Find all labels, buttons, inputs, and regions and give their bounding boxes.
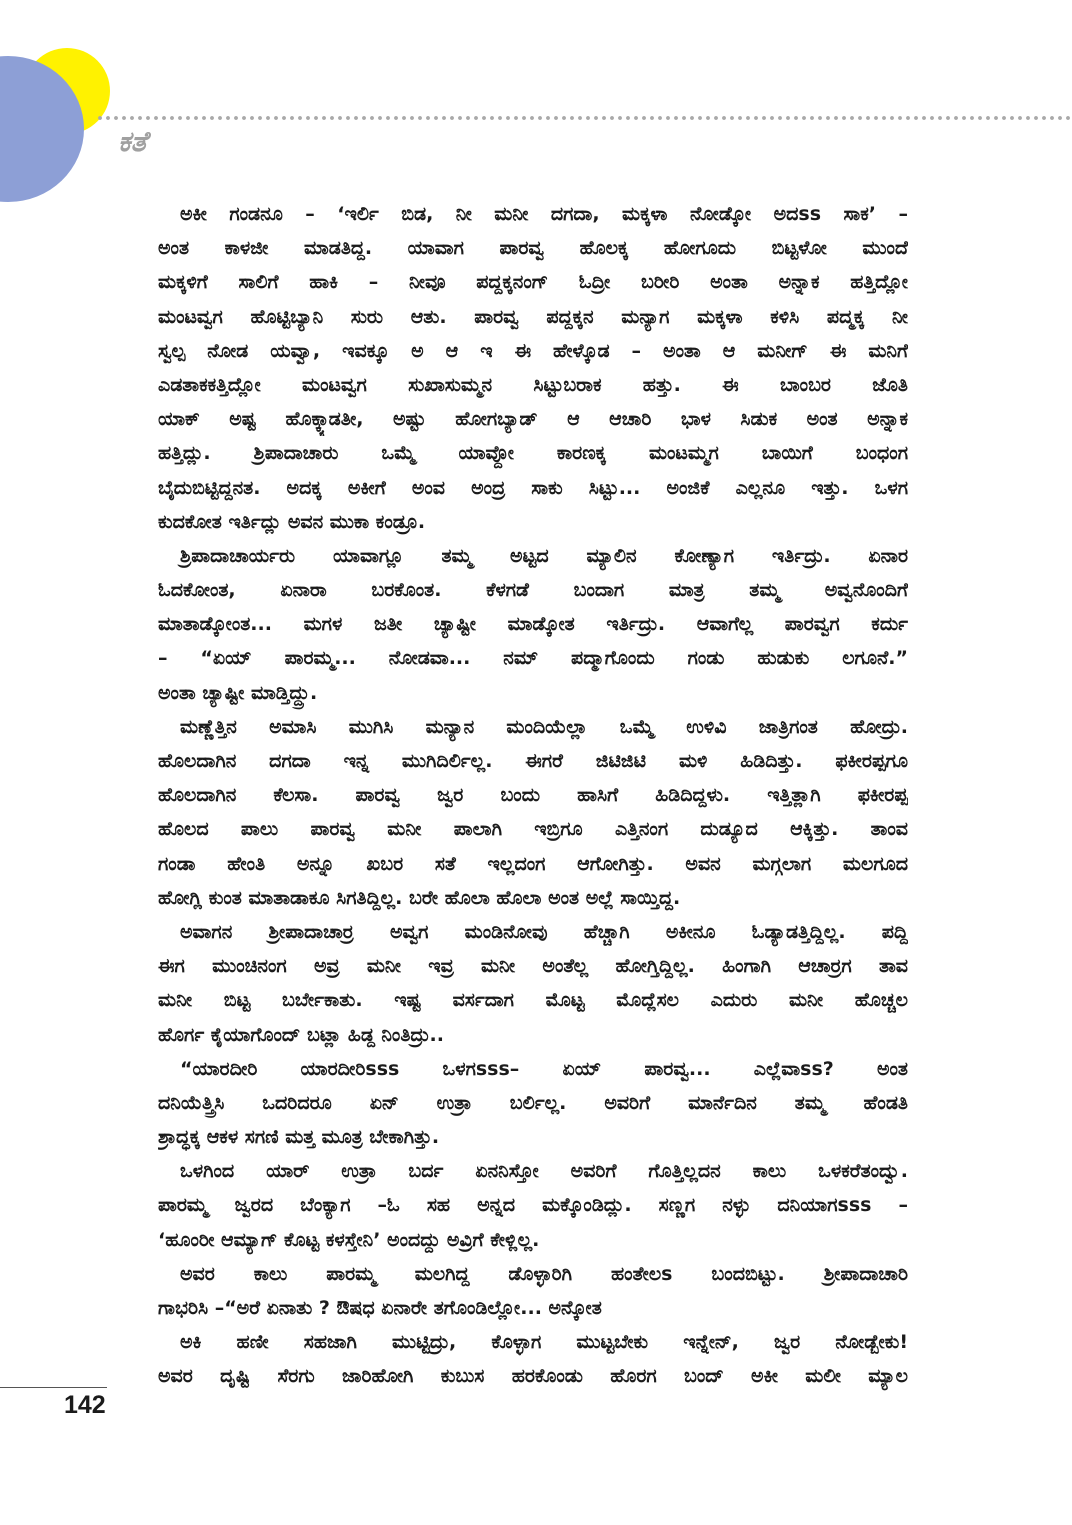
page-number: 142 (64, 1391, 106, 1419)
paragraph (158, 1257, 908, 1325)
paragraph (158, 1154, 908, 1257)
text-line: ಪಾರಮ್ಮ ಜ್ವರದ ಬೆಂಕ್ಯಾಗ –ಓ ಸಹ ಅನ್ನದ ಮಕ್ಕೊಂಡಿದ್ಲು. ಸಣ್ಣಗ ನಳ್ಳು ದನಿಯಾಗsss – (158, 1194, 908, 1217)
text-line: ಹೊರ್ಗ ಕೈಯಾಗೊಂದ್ ಬಟ್ಲಾ ಹಿಡ್ದ ನಿಂತಿದ್ರು.. (158, 1023, 444, 1046)
text-line: ಹೊಲದಾಗಿನ ಕೆಲಸಾ. ಪಾರವ್ವ ಜ್ವರ ಬಂದು ಹಾಸಿಗೆ ಹಿಡಿದಿದ್ದಳು. ಇತ್ತಿತ್ಲಾಗಿ ಫಕೀರಪ್ಪ (158, 784, 908, 807)
text-line: ಅಕೀ ಗಂಡನೂ – ‘ಇರ್ಲಿ ಬಿಡ, ನೀ ಮನೀ ದಗದಾ, ಮಕ್ಕಳಾ ನೋಡ್ಕೋ ಅದss ಸಾಕ’ – (180, 203, 908, 225)
text-line: ಸ್ವಲ್ಪ ನೋಡ ಯವ್ವಾ, ಇವಕ್ಕೂ ಅ ಆ ಇ ಈ ಹೇಳ್ಕೊಡ – ಅಂತಾ ಆ ಮನೀಗ್ ಈ ಮನಿಗೆ (158, 339, 908, 362)
text-line: ಹೊಲದಾಗಿನ ದಗದಾ ಇನ್ನ ಮುಗಿದಿರ್ಲಿಲ್ಲ. ಈಗರೆ ಜಿಟಿಜಿಟಿ ಮಳಿ ಹಿಡಿದಿತ್ತು. ಫಕೀರಪ್ಪಗೂ (158, 750, 908, 772)
paragraph (158, 710, 908, 915)
paragraph (158, 915, 908, 1052)
text-line: ಹೊಲದ ಪಾಲು ಪಾರವ್ವ ಮನೀ ಪಾಲಾಗಿ ಇಬ್ರಿಗೂ ಎತ್ತಿನಂಗ ದುಡ್ಯೂದ ಆಕ್ಕಿತ್ತು. ತಾಂವ (158, 818, 908, 841)
text-line: ಅಕಿ ಹಣೀ ಸಹಜಾಗಿ ಮುಟ್ಟಿದ್ರು, ಕೊಳ್ಳಾಗ ಮುಟ್ಟಬೇಕು ಇನ್ನೇನ್, ಜ್ವರ ನೋಡ್ಬೇಕು! (180, 1331, 908, 1354)
text-line: – “ಏಯ್ ಪಾರಮ್ಮ... ನೋಡವಾ... ನಮ್ ಪದ್ಮಾಗೊಂದು ಗಂಡು ಹುಡುಕು ಲಗೂನೆ.” (158, 647, 908, 670)
story-body (158, 197, 908, 1394)
text-line: ಮಾತಾಡ್ಕೋಂತ... ಮಗಳ ಜತೀ ಚ್ಯಾಷ್ಟೀ ಮಾಡ್ಕೋತ ಇರ್ತಿದ್ರು. ಆವಾಗೆಲ್ಲ ಪಾರವ್ವಗ ಕರ್ದು (158, 613, 908, 636)
text-line: ಈಗ ಮುಂಚಿನಂಗ ಅವ್ರ ಮನೀ ಇವ್ರ ಮನೀ ಅಂತೆಲ್ಲ ಹೋಗ್ತಿದ್ದಿಲ್ಲ. ಹಿಂಗಾಗಿ ಆಚಾರ್ರಗ ತಾವ (158, 955, 908, 978)
text-line: ಗಾಭರಿಸಿ –“ಅರೆ ಏನಾತು ? ಔಷಧ ಏನಾರೇ ತಗೊಂಡಿಲ್ಲೋ... ಅನ್ಕೋತ (158, 1297, 602, 1319)
text-line: ಮನೀ ಬಿಟ್ಟ ಬರ್ಬೇಕಾತು. ಇಷ್ಟ ವರ್ಸದಾಗ ಮೊಟ್ಟ ಮೊದ್ಲೆಸಲ ಎದುರು ಮನೀ ಹೊಚ್ಚಲ (158, 989, 908, 1012)
text-line: ಓದಕೋಂತ, ಏನಾರಾ ಬರಕೊಂತ. ಕೆಳಗಡೆ ಬಂದಾಗ ಮಾತ್ರ ತಮ್ಮ ಅವ್ವನೊಂದಿಗೆ (158, 579, 908, 602)
paragraph (158, 539, 908, 710)
text-line: ಮಕ್ಕಳಿಗೆ ಸಾಲಿಗೆ ಹಾಕಿ – ನೀವೂ ಪದ್ದಕ್ಕನಂಗ್ ಓದ್ರೀ ಬರೀರಿ ಅಂತಾ ಅನ್ನಾಕ ಹತ್ತಿದ್ಲೋ (158, 271, 908, 294)
text-line: ಯಾಕ್ ಅಷ್ಟ ಹೊಕ್ಕ್ಯಾಡತೀ, ಅಷ್ಟು ಹೋಗಬ್ಯಾಡ್ ಆ ಆಚಾರಿ ಭಾಳ ಸಿಡುಕ ಅಂತ ಅನ್ನಾಕ (158, 408, 908, 431)
paragraph (158, 197, 908, 539)
text-line: ಎಡತಾಕಕತ್ತಿದ್ಲೋ ಮಂಟವ್ವಗ ಸುಖಾಸುಮ್ಮನ ಸಿಟ್ಟುಬರಾಕ ಹತ್ತು. ಈ ಬಾಂಬರ ಜೊತಿ (158, 373, 908, 396)
text-line: ಮಂಟವ್ವಗ ಹೊಟ್ಟಿಬ್ಯಾನಿ ಸುರು ಆತು. ಪಾರವ್ವ ಪದ್ದಕ್ಕನ ಮನ್ಯಾಗ ಮಕ್ಕಳಾ ಕಳಿಸಿ ಪದ್ಮಕ್ಕ ನೀ (158, 305, 908, 328)
paragraph (158, 1052, 908, 1155)
text-line: ಮಣ್ಣೆತ್ತಿನ ಅಮಾಸಿ ಮುಗಿಸಿ ಮನ್ಯಾನ ಮಂದಿಯೆಲ್ಲಾ ಒಮ್ಮೆ ಉಳಿವಿ ಜಾತ್ರಿಗಂತ ಹೋದ್ರು. (180, 715, 908, 738)
text-line: ಒಳಗಿಂದ ಯಾರ್ ಉತ್ರಾ ಬರ್ದ ಏನನಿಸ್ತೋ ಅವರಿಗೆ ಗೊತ್ತಿಲ್ಲದನ ಕಾಲು ಒಳಕರೆತಂದ್ವು. (180, 1160, 908, 1183)
text-line: “ಯಾರದೀರಿ ಯಾರದೀರಿsss ಒಳಗsss– ಏಯ್ ಪಾರವ್ವ... ಎಲ್ಲೆವಾss? ಅಂತ (180, 1057, 908, 1080)
text-line: ಅಂತ ಕಾಳಜೀ ಮಾಡತಿದ್ದ. ಯಾವಾಗ ಪಾರವ್ವ ಹೊಲಕ್ಕ ಹೋಗೂದು ಬಿಟ್ಟಳೋ ಮುಂದೆ (158, 237, 908, 260)
text-line: ಅಂತಾ ಚ್ಯಾಷ್ಟೀ ಮಾಡ್ತಿದ್ದ್ರು. (158, 681, 318, 704)
text-line: ಶ್ರಾದ್ಧಕ್ಕ ಆಕಳ ಸಗಣಿ ಮತ್ತ ಮೂತ್ರ ಬೇಕಾಗಿತ್ತು. (158, 1126, 440, 1149)
section-title: ಕತೆ (118, 125, 147, 158)
text-line: ಶ್ರಿಪಾದಾಚಾರ್ಯರು ಯಾವಾಗ್ಲೂ ತಮ್ಮ ಅಟ್ಟದ ಮ್ಯಾಲಿನ ಕೋಣ್ಯಾಗ ಇರ್ತಿದ್ರು. ಏನಾರ (180, 544, 908, 567)
text-line: ದನಿಯೆತ್ತ್ರಿಸಿ ಒದರಿದರೂ ಏನ್ ಉತ್ರಾ ಬರ್ಲಿಲ್ಲ. ಅವರಿಗೆ ಮಾರ್ನೆದಿನ ತಮ್ಮ ಹೆಂಡತಿ (158, 1091, 908, 1114)
page-number-rule (0, 1387, 107, 1388)
text-line: ಅವರ ದೃಷ್ಟಿ ಸೆರಗು ಜಾರಿಹೋಗಿ ಕುಬುಸ ಹರಕೊಂಡು ಹೊರಗ ಬಂದ್ ಅಕೀ ಮಲೀ ಮ್ಯಾಲ (158, 1365, 908, 1388)
paragraph (158, 1325, 908, 1393)
text-line: ‘ಹೂಂರೀ ಆಮ್ಯಾಗ್ ಕೊಟ್ಟ ಕಳಸ್ತೇನಿ’ ಅಂದದ್ದು ಅವ್ರಿಗೆ ಕೇಳ್ಲಿಲ್ಲ. (158, 1228, 540, 1251)
text-line: ಅವಾಗನ ಶ್ರೀಪಾದಾಚಾರ್ರ ಅವ್ವಗ ಮಂಡಿನೋವು ಹೆಚ್ಚಾಗಿ ಅಕೀನೂ ಓಡ್ಯಾಡತ್ತಿದ್ದಿಲ್ಲ. ಪದ್ದಿ (180, 920, 908, 943)
text-line: ಬೈದುಬಿಟ್ಟಿದ್ದನತ. ಅದಕ್ಕ ಅಕೀಗೆ ಅಂವ ಅಂದ್ರ ಸಾಕು ಸಿಟ್ಟು... ಅಂಜಿಕೆ ಎಲ್ಲನೂ ಇತ್ತು. ಒಳಗ (158, 476, 908, 499)
dotted-header-rule (96, 114, 1072, 122)
text-line: ಗಂಡಾ ಹೇಂತಿ ಅನ್ನೂ ಖಬರ ಸತೆ ಇಲ್ಲದಂಗ ಆಗೋಗಿತ್ತು. ಅವನ ಮಗ್ಗಲಾಗ ಮಲಗೂದ (158, 852, 908, 875)
text-line: ಕುದಕೋತ ಇರ್ತಿದ್ಲು ಅವನ ಮುಕಾ ಕಂಡ್ರೂ. (158, 510, 426, 533)
text-line: ಹತ್ತಿದ್ಲು. ಶ್ರಿಪಾದಾಚಾರು ಒಮ್ಮೆ ಯಾವ್ದೋ ಕಾರಣಕ್ಕ ಮಂಟಮ್ಮಗ ಬಾಯಿಗೆ ಬಂಧಂಗ (158, 442, 908, 465)
text-line: ಹೋಗ್ಲಿ ಕುಂತ ಮಾತಾಡಾಕೂ ಸಿಗತಿದ್ದಿಲ್ಲ. ಬರೇ ಹೊಲಾ ಹೊಲಾ ಅಂತ ಅಲ್ಲೆ ಸಾಯ್ತಿದ್ದ. (158, 886, 681, 909)
text-line: ಅವರ ಕಾಲು ಪಾರಮ್ಮ ಮಲಗಿದ್ದ ಡೊಳ್ಳಾರಿಗಿ ಹಂತೇಲs ಬಂದಬಿಟ್ಟು. ಶ್ರೀಪಾದಾಚಾರಿ (180, 1262, 908, 1285)
